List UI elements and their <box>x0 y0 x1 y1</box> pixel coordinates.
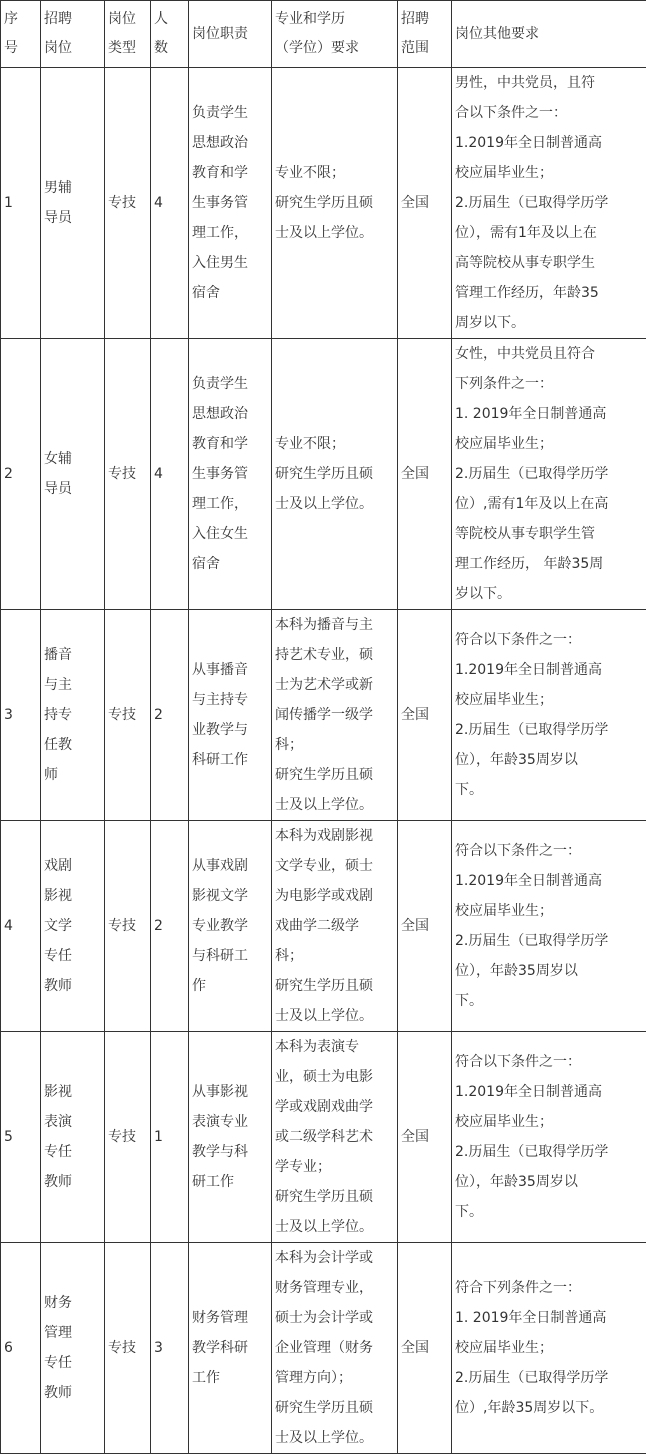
header-major: 专业和学历 （学位）要求 <box>272 1 398 68</box>
cell-type: 专技 <box>105 821 151 1032</box>
cell-no: 5 <box>1 1032 41 1243</box>
header-post: 招聘 岗位 <box>41 1 105 68</box>
cell-other: 符合下列条件之一： 1. 2019年全日制普通高 校应届毕业生； 2.历届生（已取得学历学 位）,年龄35周岁以下。 <box>452 1243 646 1454</box>
cell-major: 本科为会计学或 财务管理专业， 硕士为会计学或 企业管理（财务 管理方向）； 研究生学历且硕 士及以上学位。 <box>272 1243 398 1454</box>
cell-major: 专业不限； 研究生学历且硕 士及以上学位。 <box>272 339 398 610</box>
cell-major: 本科为戏剧影视 文学专业，硕士 为电影学或戏剧 戏曲学二级学 科； 研究生学历且硕 士及以上学位。 <box>272 821 398 1032</box>
header-scope: 招聘 范围 <box>398 1 452 68</box>
table-row <box>1 610 646 821</box>
cell-duty: 从事播音 与主持专 业教学与 科研工作 <box>189 610 272 821</box>
cell-other: 符合以下条件之一： 1.2019年全日制普通高 校应届毕业生； 2.历届生（已取得学历学 位），年龄35周岁以 下。 <box>452 821 646 1032</box>
cell-duty: 负责学生 思想政治 教育和学 生事务管 理工作， 入住男生 宿舍 <box>189 68 272 339</box>
cell-type: 专技 <box>105 68 151 339</box>
cell-type: 专技 <box>105 1032 151 1243</box>
cell-no: 3 <box>1 610 41 821</box>
cell-count: 2 <box>151 821 189 1032</box>
cell-scope: 全国 <box>398 1032 452 1243</box>
cell-count: 2 <box>151 610 189 821</box>
cell-count: 4 <box>151 339 189 610</box>
cell-scope: 全国 <box>398 1243 452 1454</box>
cell-type: 专技 <box>105 1243 151 1454</box>
cell-post: 男辅 导员 <box>41 68 105 339</box>
cell-type: 专技 <box>105 610 151 821</box>
cell-count: 3 <box>151 1243 189 1454</box>
cell-post: 戏剧 影视 文学 专任 教师 <box>41 821 105 1032</box>
cell-duty: 负责学生 思想政治 教育和学 生事务管 理工作， 入住女生 宿舍 <box>189 339 272 610</box>
cell-post: 影视 表演 专任 教师 <box>41 1032 105 1243</box>
cell-scope: 全国 <box>398 610 452 821</box>
cell-major: 本科为表演专 业，硕士为电影 学或戏剧戏曲学 或二级学科艺术 学专业； 研究生学历且硕 士及以上学位。 <box>272 1032 398 1243</box>
cell-post: 女辅 导员 <box>41 339 105 610</box>
cell-scope: 全国 <box>398 339 452 610</box>
cell-other: 女性，中共党员且符合 下列条件之一： 1. 2019年全日制普通高 校应届毕业生； 2.历届生（已取得学历学 位）,需有1年及以上在高 等院校从事专职学生管 理工作经历， 年龄35周 岁以下。 <box>452 339 646 610</box>
table-row <box>1 339 646 610</box>
header-row <box>1 1 646 68</box>
cell-duty: 从事影视 表演专业 教学与科 研工作 <box>189 1032 272 1243</box>
cell-no: 4 <box>1 821 41 1032</box>
header-type: 岗位 类型 <box>105 1 151 68</box>
cell-other: 符合以下条件之一： 1.2019年全日制普通高 校应届毕业生； 2.历届生（已取得学历学 位），年龄35周岁以 下。 <box>452 1032 646 1243</box>
table-row <box>1 68 646 339</box>
cell-post: 财务 管理 专任 教师 <box>41 1243 105 1454</box>
cell-duty: 财务管理 教学科研 工作 <box>189 1243 272 1454</box>
cell-major: 专业不限； 研究生学历且硕 士及以上学位。 <box>272 68 398 339</box>
cell-other: 男性，中共党员，且符 合以下条件之一： 1.2019年全日制普通高 校应届毕业生； 2.历届生（已取得学历学 位），需有1年及以上在 高等院校从事专职学生 管理工作经历，年龄35 周岁以下。 <box>452 68 646 339</box>
cell-major: 本科为播音与主 持艺术专业，硕 士为艺术学或新 闻传播学一级学 科； 研究生学历且硕 士及以上学位。 <box>272 610 398 821</box>
table-row <box>1 1243 646 1454</box>
header-count: 人 数 <box>151 1 189 68</box>
cell-no: 1 <box>1 68 41 339</box>
cell-count: 1 <box>151 1032 189 1243</box>
table-row <box>1 821 646 1032</box>
header-other: 岗位其他要求 <box>452 1 646 68</box>
cell-no: 6 <box>1 1243 41 1454</box>
header-duty: 岗位职责 <box>189 1 272 68</box>
cell-scope: 全国 <box>398 821 452 1032</box>
cell-post: 播音 与主 持专 任教 师 <box>41 610 105 821</box>
cell-other: 符合以下条件之一： 1.2019年全日制普通高 校应届毕业生； 2.历届生（已取得学历学 位），年龄35周岁以 下。 <box>452 610 646 821</box>
table-row <box>1 1032 646 1243</box>
cell-no: 2 <box>1 339 41 610</box>
header-no: 序 号 <box>1 1 41 68</box>
cell-scope: 全国 <box>398 68 452 339</box>
cell-type: 专技 <box>105 339 151 610</box>
cell-duty: 从事戏剧 影视文学 专业教学 与科研工 作 <box>189 821 272 1032</box>
cell-count: 4 <box>151 68 189 339</box>
